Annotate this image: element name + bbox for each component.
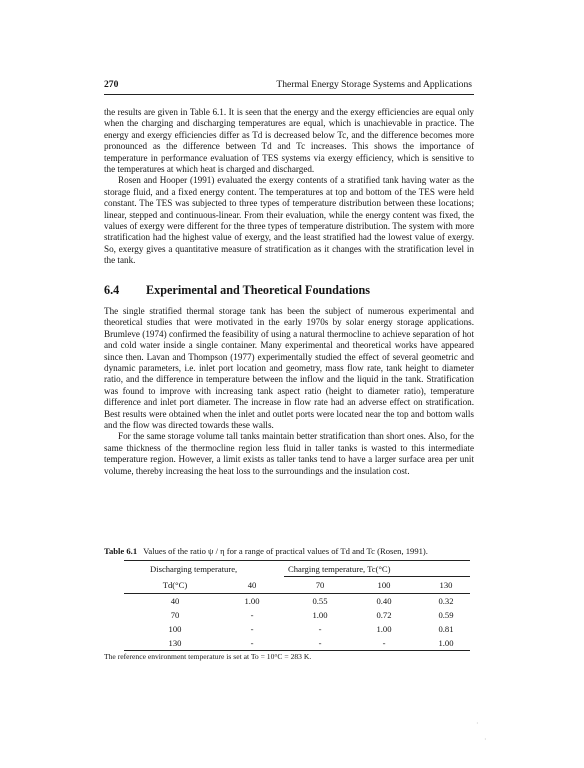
table-cell: - — [318, 638, 322, 648]
page-number: 270 — [104, 79, 119, 90]
table-caption — [104, 545, 476, 557]
header-rule — [104, 94, 474, 95]
table-cell: 1.00 — [376, 624, 392, 634]
paragraph: The single stratified thermal storage tank has been the subject of numerous experimental and theoretical studies that were motivated in the early 1970s by solar energy storage applications. Brumleve (1974) confirmed the feasibility of using a natural thermocline to achieve separation of hot and cold water inside a single container. Many experimental and theoretical works have appeared since then. Lavan and Thompson (1977) experimentally studied the effect of several geometric and dynamic parameters, i.e. inlet port location and geometry, mass flow rate, tank height to diameter ratio, and the difference in temperature between the inflow and the liquid in the tank. Stratification was found to improve with increasing tank aspect ratio (height to diameter ratio), temperature difference and inlet port diameter. The increase in flow rate had an adverse effect on stratification. Best results were obtained when the inlet and outlet ports were located near the top and bottom walls and the flow was directed towards these walls. — [104, 306, 474, 431]
table-cell: - — [318, 624, 322, 634]
table-cell: 0.32 — [438, 596, 454, 606]
table-cell: - — [250, 610, 254, 620]
column-header: 70 — [315, 580, 325, 590]
paragraph: the results are given in Table 6.1. It is seen that the energy and the exergy efficiencies are equal only when the charging and discharging temperatures are equal, which is unachievable in practice. The energy and exergy efficiencies differ as Td is decreased below Tc, and the difference becomes more pronounced as the difference between Td and Tc increases. This shows the importance of temperature in performance evaluation of TES systems via exergy efficiency, which is sensitive to the temperatures at which heat is charged and discharged. — [104, 107, 474, 175]
scan-speck: · — [484, 735, 487, 744]
table-cell: 0.81 — [438, 624, 454, 634]
table-footnote: The reference environment temperature is set at To = 10°C = 283 K. — [104, 652, 312, 661]
table-cell: 0.55 — [312, 596, 328, 606]
row-label: 100 — [168, 624, 182, 634]
table-cell: - — [250, 638, 254, 648]
row-header-line2: Td(°C) — [162, 580, 188, 590]
section-number: 6.4 — [104, 283, 120, 297]
column-group-rule — [284, 576, 470, 577]
table-header-rule — [124, 593, 470, 594]
table-cell: 1.00 — [438, 638, 454, 648]
running-title: Thermal Energy Storage Systems and Applications — [276, 79, 472, 90]
table-cell: 0.72 — [376, 610, 392, 620]
section-heading — [104, 283, 474, 298]
running-header — [104, 78, 472, 92]
row-label: 70 — [170, 610, 180, 620]
table-top-rule — [124, 560, 470, 561]
column-group-header: Charging temperature, Tc(°C) — [288, 564, 391, 574]
scan-speck: · — [476, 719, 479, 728]
table-cell: 1.00 — [244, 596, 260, 606]
table-cell: - — [250, 624, 254, 634]
column-header: 40 — [247, 580, 257, 590]
paragraph: For the same storage volume tall tanks maintain better stratification than short ones. Also, for the same thickness of the thermocline region less fluid in taller tanks is wasted to this intermediate temperature region. However, a limit exists as taller tanks tend to have a larger surface area per unit volume, thereby increasing the heat loss to the surroundings and the insulation cost. — [104, 431, 474, 476]
table-cell: - — [382, 638, 386, 648]
row-label: 40 — [170, 596, 180, 606]
body-text-section — [104, 306, 474, 477]
paragraph: Rosen and Hooper (1991) evaluated the exergy contents of a stratified tank having water as the storage fluid, and a fixed energy content. The temperatures at top and bottom of the TES were held constant. The TES was subjected to three types of temperature distribution between these locations; linear, stepped and continuous-linear. From their evaluation, while the energy content was fixed, the values of exergy were different for the three types of temperature distribution. The system with more stratification had the highest value of exergy, and the least stratified had the lowest value of exergy. So, exergy gives a quantitative measure of stratification as it changes with the stratification level in the tank. — [104, 175, 474, 266]
row-header-line1: Discharging temperature, — [150, 564, 238, 574]
column-header: 130 — [439, 580, 453, 590]
table-bottom-rule — [124, 650, 470, 651]
column-header: 100 — [377, 580, 391, 590]
section-title: Experimental and Theoretical Foundations — [146, 283, 371, 297]
table-caption-text: Values of the ratio ψ / η for a range of practical values of Td and Tc (Rosen, 1991). — [143, 546, 428, 556]
table-cell: 1.00 — [312, 610, 328, 620]
table-cell: 0.59 — [438, 610, 454, 620]
table-cell: 0.40 — [376, 596, 392, 606]
table-label: Table 6.1 — [104, 546, 138, 556]
row-label: 130 — [168, 638, 182, 648]
body-text-top — [104, 107, 474, 267]
